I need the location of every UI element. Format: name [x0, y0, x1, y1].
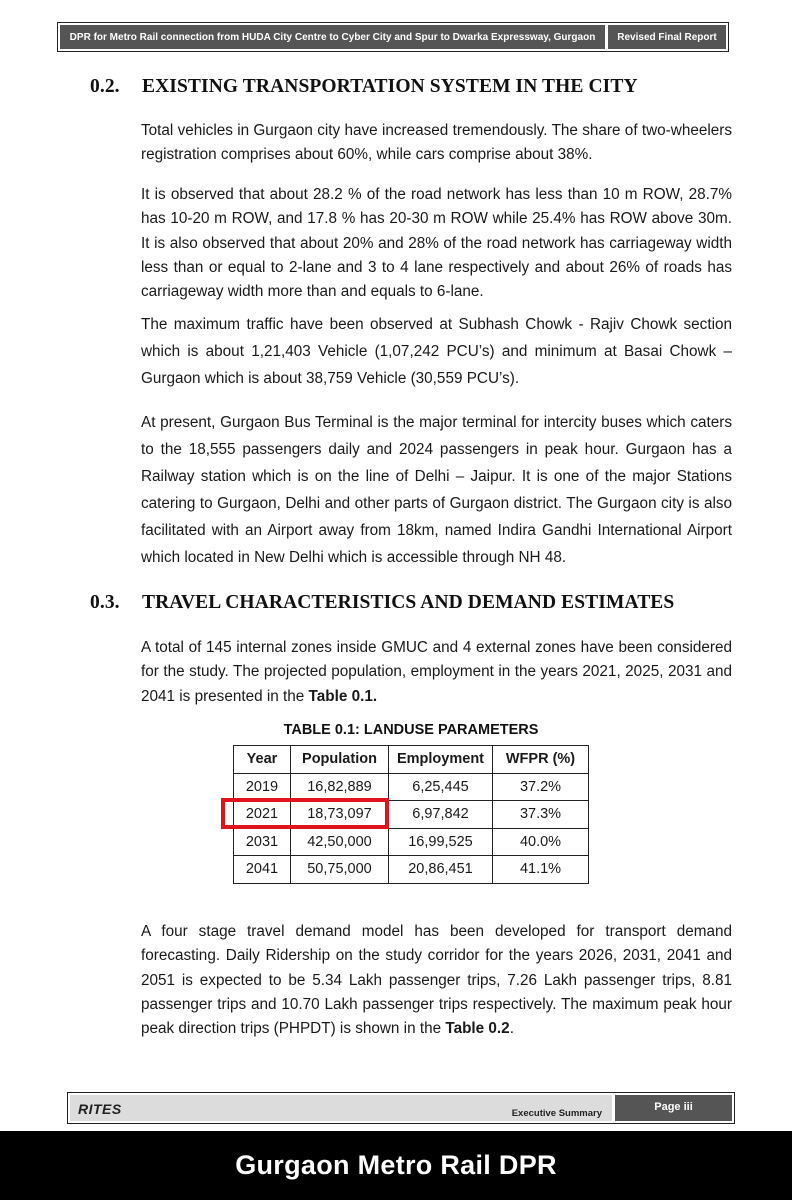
cell-year: 2031 [234, 828, 291, 856]
cell-population: 50,75,000 [291, 856, 389, 884]
table-row [234, 828, 589, 856]
cell-year: 2041 [234, 856, 291, 884]
table-0-1-reference: Table 0.1. [308, 687, 378, 705]
cell-employment: 20,86,451 [389, 856, 493, 884]
footer-section-label: Executive Summary [511, 1108, 602, 1119]
header-title: DPR for Metro Rail connection from HUDA City Centre to Cyber City and Spur to Dwarka Expressway, Gurgaon [60, 25, 605, 49]
paragraph-road-network: It is observed that about 28.2 % of the road network has less than 10 m ROW, 28.7% has 10-20 m ROW, and 17.8 % has 20-30 m ROW while 25.4% has ROW above 30m. It is also observed that about 20% and 28% of the road network has carriageway width less than or equal to 2-lane and 3 to 4 lane respectively and about 26% of roads has carriageway width more than and equals to 6-lane. [141, 186, 732, 301]
cell-wfpr: 37.2% [493, 773, 589, 801]
paragraph-ridership-text: A four stage travel demand model has been developed for transport demand forecasting. Daily Ridership on the study corridor for the years 2026, 2031, 2041 and 2051 is expected to be 5.34 Lakh passenger trips, 7.26 Lakh passenger trips, 8.81 passenger trips and 10.70 Lakh passenger trips respectively. The maximum peak hour peak direction trips (PHPDT) is shown in the [141, 923, 732, 1038]
cell-year: 2021 [234, 801, 291, 829]
cell-population: 16,82,889 [291, 773, 389, 801]
highlight-box-2021 [221, 798, 389, 829]
paragraph-ridership [141, 920, 732, 1041]
cell-year: 2019 [234, 773, 291, 801]
section-number: 0.3. [90, 592, 120, 613]
section-title: TRAVEL CHARACTERISTICS AND DEMAND ESTIMATES [142, 592, 675, 613]
section-number: 0.2. [90, 76, 120, 97]
paragraph-ridership-end: . [509, 1020, 514, 1038]
paragraph-bus-terminal: At present, Gurgaon Bus Terminal is the major terminal for intercity buses which caters to the 18,555 passengers daily and 2024 passengers in peak hour. Gurgaon has a Railway station which is on the line of Delhi – Jaipur. It is one of the major Stations catering to Gurgaon, Delhi and other parts of Gurgaon district. The Gurgaon city is also facilitated with an Airport away from 18km, named Indira Gandhi International Airport which located in New Delhi which is accessible through NH 48. [141, 414, 732, 566]
table-0-2-reference: Table 0.2 [445, 1020, 510, 1038]
paragraph-zones [141, 636, 732, 709]
cell-population: 42,50,000 [291, 828, 389, 856]
cell-employment: 6,97,842 [389, 801, 493, 829]
page-number: Page iii [615, 1095, 732, 1121]
rites-logo: RITES [78, 1101, 122, 1117]
footer-left-panel [70, 1095, 612, 1121]
table-row [234, 856, 589, 884]
section-0-3-heading [90, 592, 674, 614]
caption-banner: Gurgaon Metro Rail DPR [0, 1131, 792, 1200]
column-header-population: Population [291, 746, 389, 774]
paragraph-zones-text: A total of 145 internal zones inside GMUC and 4 external zones have been considered for the study. The projected population, employment in the years 2021, 2025, 2031 and 2041 is presented in the [141, 639, 732, 705]
cell-employment: 16,99,525 [389, 828, 493, 856]
cell-population: 18,73,097 [291, 801, 389, 829]
table-row [234, 773, 589, 801]
page-header [57, 22, 729, 52]
table-caption: TABLE 0.1: LANDUSE PARAMETERS [283, 722, 539, 738]
paragraph-vehicles: Total vehicles in Gurgaon city have increased tremendously. The share of two-wheelers registration comprises about 60%, while cars comprise about 38%. [141, 122, 732, 164]
page-footer [67, 1092, 735, 1124]
cell-wfpr: 41.1% [493, 856, 589, 884]
table-header-row [234, 746, 589, 774]
paragraph-traffic: The maximum traffic have been observed at Subhash Chowk - Rajiv Chowk section which is about 1,21,403 Vehicle (1,07,242 PCU’s) and minimum at Basai Chowk – Gurgaon which is about 38,759 Vehicle (30,559 PCU’s). [141, 316, 732, 387]
section-0-2-heading [90, 76, 638, 98]
cell-employment: 6,25,445 [389, 773, 493, 801]
column-header-year: Year [234, 746, 291, 774]
header-report-label: Revised Final Report [608, 25, 726, 49]
section-title: EXISTING TRANSPORTATION SYSTEM IN THE CITY [142, 76, 638, 97]
column-header-wfpr: WFPR (%) [493, 746, 589, 774]
cell-wfpr: 37.3% [493, 801, 589, 829]
cell-wfpr: 40.0% [493, 828, 589, 856]
column-header-employment: Employment [389, 746, 493, 774]
